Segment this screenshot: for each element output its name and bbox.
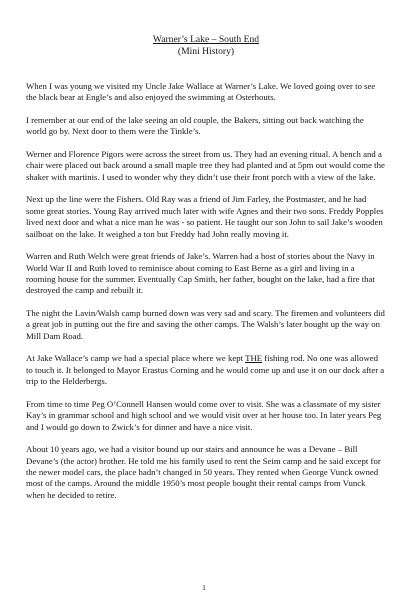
- paragraph-3: Werner and Florence Pigors were across the street from us. They had an evening ritual. A bench and a chair were placed out back around a small maple tree they had planted and at 5pm out would come the shaker with martinis. I used to wonder why they didn’t use their front porch with a view of the lake.: [26, 149, 385, 182]
- paragraph-9: About 10 years ago, we had a visitor bound up our stairs and announce he was a Devane – Bill Devane’s (the actor) brother. He told me his family used to rent the Seim camp and he said except for the newer model cars, the place hadn’t changed in 50 years. They rented when George Vunck owned most of the camps. Around the middle 1950’s most people bought their rental camps from Vunck when he decided to retire.: [26, 444, 381, 500]
- paragraph-6: The night the Lavin/Walsh camp burned down was very sad and scary. The firemen and volunteers did a great job in putting out the fire and saving the other camps. The Walsh’s later bought up the way on Mill Dam Road.: [26, 308, 385, 341]
- paragraph-7-before: At Jake Wallace’s camp we had a special place where we kept: [26, 353, 246, 364]
- paragraph-8: From time to time Peg O’Connell Hansen would come over to visit. She was a classmate of my sister Kay’s in grammar school and high school and we would visit over at her house too. In later years Peg and I would go down to Zwick’s for dinner and have a nice visit.: [26, 398, 382, 432]
- paragraph-4: Next up the line were the Fishers. Old Ray was a friend of Jim Farley, the Postmaster, and he had some great stories. Young Ray arrived much later with wife Agnes and their two sons. Freddy Popples lived next door and what a nice man he was - so patient. He taught our son John to sail Jake’s wooden sailboat on the lake. It weighed a ton but Freddy had John really moving it.: [26, 194, 384, 239]
- paragraph-7-emphasis: THE: [245, 353, 263, 364]
- paragraph-7-after: fishing rod. No one was allowed to touch it. It belonged to Mayor Erastus Corning and he would come up and use it on our dock after a trip to the Helderbergs.: [26, 353, 385, 387]
- paragraph-7: [26, 353, 386, 387]
- document-title: Warner’s Lake – South End: [152, 34, 260, 45]
- paragraph-1: When I was young we visited my Uncle Jake Wallace at Warner’s Lake. We loved going over to see the black bear at Engle’s and also enjoyed the swimming at Osterhouts.: [26, 81, 376, 103]
- document-title-block: [26, 34, 386, 58]
- paragraph-5: Warren and Ruth Welch were great friends of Jake’s. Warren had a host of stories about the Navy in World War II and Ruth loved to reminisce about coming to East Berne as a girl and living in a rooming house for the summer. Eventually Cap Smith, her father, bought on the lake, had a fire that destroyed the camp and rebuilt it.: [26, 251, 375, 296]
- page-number: 1: [202, 583, 206, 592]
- document-body: [26, 81, 386, 501]
- paragraph-2: I remember at our end of the lake seeing an old couple, the Bakers, sitting out back watching the world go by. Next door to them were the Tinkle’s.: [26, 115, 364, 137]
- document-subtitle: (Mini History): [177, 46, 235, 57]
